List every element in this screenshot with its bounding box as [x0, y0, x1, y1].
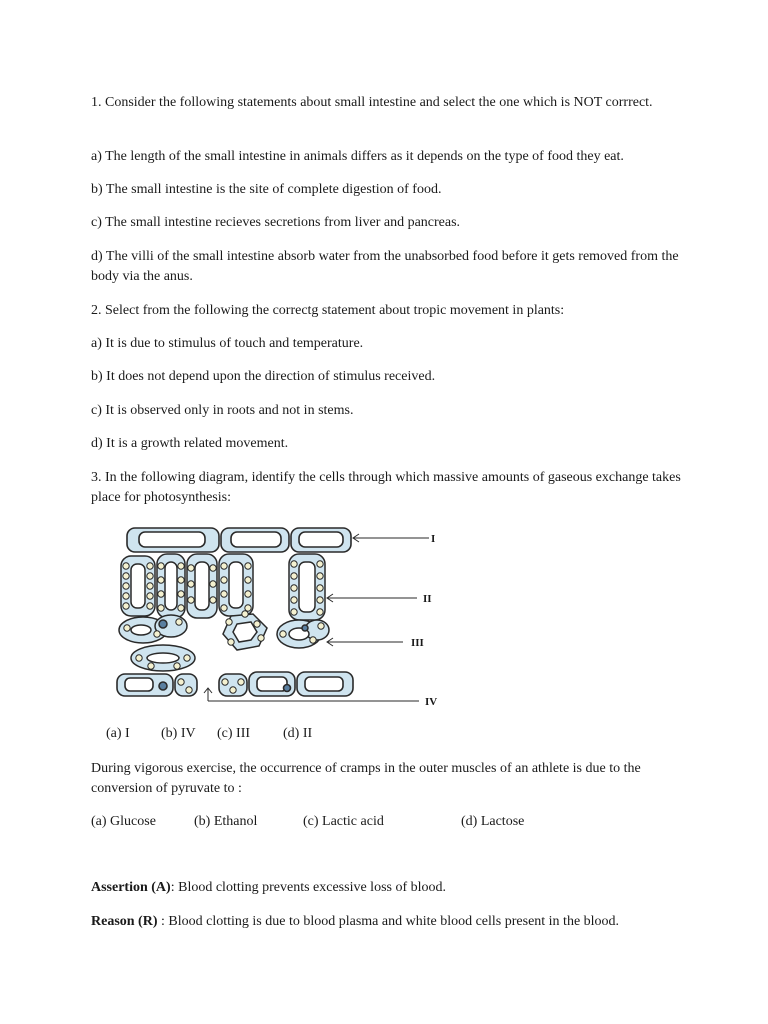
- question-2-option-a: a) It is due to stimulus of touch and temperature.: [91, 336, 364, 351]
- question-1-option-c: c) The small intestine recieves secretions from liver and pancreas.: [91, 215, 461, 230]
- question-4-options: [91, 812, 591, 832]
- question-2-stem: 2. Select from the following the correctg statement about tropic movement in plants:: [91, 303, 565, 318]
- reason-text: : Blood clotting is due to blood plasma and white blood cells present in the blood.: [157, 914, 620, 929]
- question-4-option-d: (d) Lactose: [461, 814, 525, 829]
- question-3-stem: 3. In the following diagram, identify the cells through which massive amounts of gaseous exchange takes place for photosynthesis:: [91, 470, 681, 505]
- question-1-option-d: d) The villi of the small intestine absorb water from the unabsorbed food before it gets removed from the body via the anus.: [91, 249, 679, 284]
- reason-line: [91, 912, 711, 932]
- question-3-option-d: (d) II: [283, 726, 313, 741]
- assertion-label: Assertion (A): [91, 880, 171, 895]
- diagram-label-ii: II: [423, 593, 432, 605]
- diagram-label-iv: IV: [425, 696, 438, 708]
- question-1-stem: 1. Consider the following statements about small intestine and select the one which is NOT corrrect.: [91, 95, 653, 110]
- question-4-option-c: (c) Lactic acid: [303, 814, 384, 829]
- reason-label: Reason (R): [91, 914, 158, 929]
- question-1-option-a: a) The length of the small intestine in animals differs as it depends on the type of food they eat.: [91, 149, 624, 164]
- question-3-option-c: (c) III: [217, 726, 251, 741]
- question-2-option-b: b) It does not depend upon the direction of stimulus received.: [91, 369, 436, 384]
- question-4-option-b: (b) Ethanol: [194, 814, 258, 829]
- diagram-label-i: I: [431, 533, 436, 545]
- question-3-option-a: (a) I: [106, 726, 130, 741]
- assertion-text: : Blood clotting prevents excessive loss of blood.: [170, 880, 447, 895]
- upper-epidermis: [127, 528, 351, 552]
- diagram-label-iii: III: [411, 637, 424, 649]
- assertion-line: [91, 878, 681, 898]
- question-2-option-d: d) It is a growth related movement.: [91, 436, 289, 451]
- leaf-cross-section-diagram: [91, 518, 461, 718]
- question-4-option-a: (a) Glucose: [91, 814, 156, 829]
- question-3-option-b: (b) IV: [161, 726, 196, 741]
- question-1-option-b: b) The small intestine is the site of complete digestion of food.: [91, 182, 442, 197]
- question-2-option-c: c) It is observed only in roots and not in stems.: [91, 403, 354, 418]
- question-4-stem: During vigorous exercise, the occurrence of cramps in the outer muscles of an athlete is due to the conversion of pyruvate to :: [91, 761, 641, 796]
- question-3-options: [106, 724, 406, 744]
